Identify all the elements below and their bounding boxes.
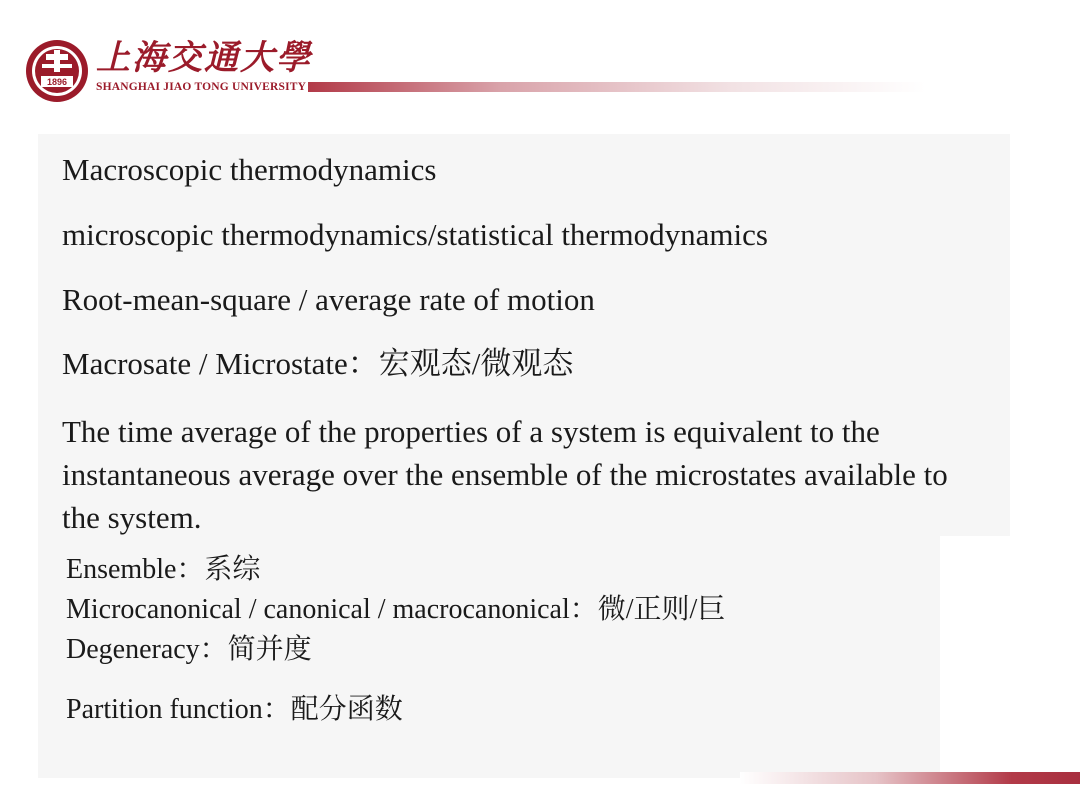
line-root-mean-square: Root-mean-square / average rate of motion xyxy=(62,282,595,317)
term-ensemble: Ensemble：系综 xyxy=(66,554,261,585)
university-seal-icon xyxy=(24,38,90,104)
line-macroscopic-thermodynamics: Macroscopic thermodynamics xyxy=(62,152,437,187)
line-microscopic-thermodynamics: microscopic thermodynamics/statistical thermodynamics xyxy=(62,217,768,252)
university-name-chinese: 上海交通大學 xyxy=(96,38,312,78)
term-partition-function: Partition function：配分函数 xyxy=(66,694,403,725)
seal-year: 1896 xyxy=(46,77,68,87)
ergodic-hypothesis-paragraph: The time average of the properties of a system is equivalent to the instantaneous average over the ensemble of the microstates available to the system. xyxy=(62,414,948,535)
term-canonical-ensembles: Microcanonical / canonical / macrocanonical：微/正则/巨 xyxy=(66,594,726,625)
slide-header xyxy=(0,0,1080,110)
header-divider-bar xyxy=(308,82,1080,92)
line-macrostate-microstate: Macrosate / Microstate：宏观态/微观态 xyxy=(62,346,574,381)
term-degeneracy: Degeneracy：简并度 xyxy=(66,634,312,665)
footer-accent-bar xyxy=(740,772,1080,784)
university-name-english: SHANGHAI JIAO TONG UNIVERSITY xyxy=(96,81,307,93)
